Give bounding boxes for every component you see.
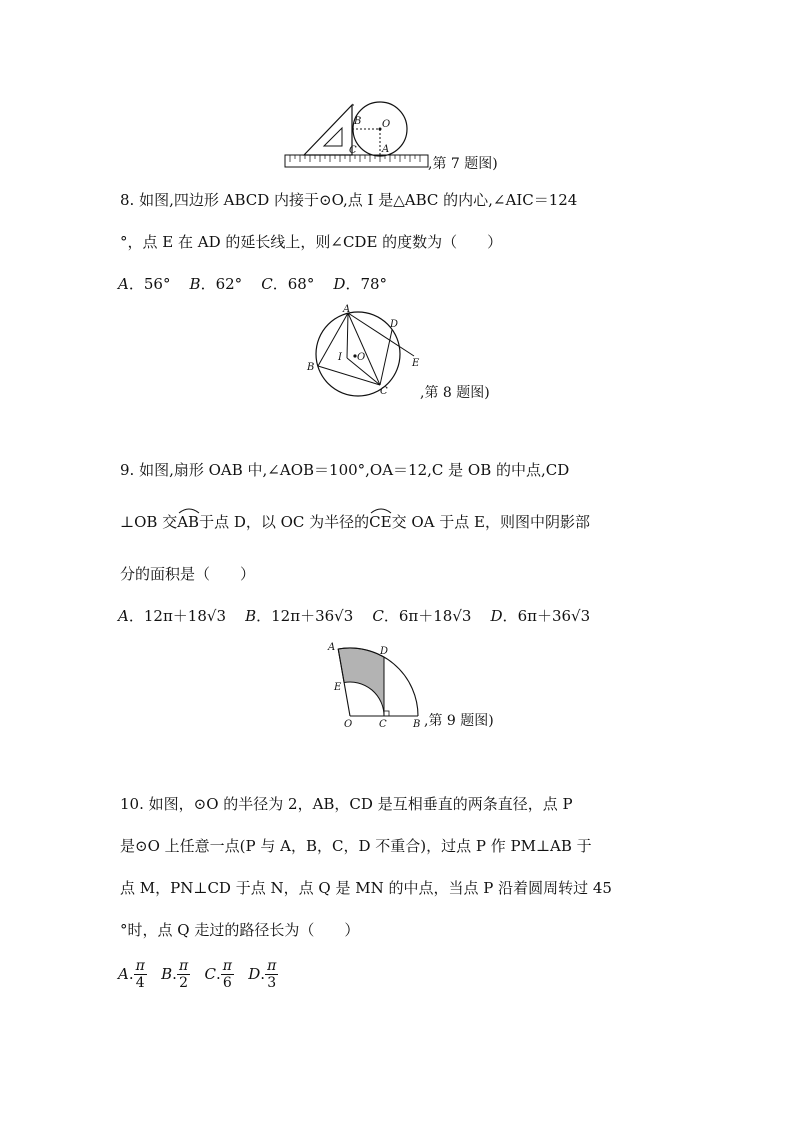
fig8-label-d: D — [390, 319, 399, 330]
q9-arc-ab: AB — [177, 512, 199, 532]
fig9-caption: ,第 9 题图) — [424, 713, 494, 729]
fig9-label-d: D — [380, 646, 389, 657]
q8-options — [118, 274, 387, 294]
q10-option-b[interactable]: B. $\frac{\pi}{2}$ — [161, 958, 189, 991]
fig9-label-b: B — [413, 719, 421, 730]
q8-option-c[interactable]: C．68° — [261, 275, 315, 293]
fig7-label-b: B — [354, 116, 362, 127]
q9-text-line2: ⊥OB 交AB 于点 D，以 OC 为半径的CE 交 OA 于点 E，则图中阴影部 — [120, 512, 590, 532]
q10-option-d[interactable]: D. $\frac{\pi}{3}$ — [248, 958, 277, 991]
q8-option-a[interactable]: A．56° — [118, 275, 171, 293]
figure-7 — [280, 96, 430, 172]
fig8-label-e: E — [412, 358, 420, 369]
fig9-label-o: O — [344, 719, 353, 730]
q9-text-line1: 9. 如图,扇形 OAB 中,∠AOB＝100°,OA＝12,C 是 OB 的中点,CD — [120, 461, 570, 479]
q9-text-line3: 分的面积是（ ） — [120, 565, 256, 583]
q8-option-d[interactable]: D．78° — [333, 275, 388, 293]
fig8-label-a: A — [343, 304, 351, 315]
q9-option-a[interactable]: A．12π＋18√3 — [118, 607, 226, 625]
q10-text-line2: 是⊙O 上任意一点(P 与 A，B，C，D 不重合)，过点 P 作 PM⊥AB 于 — [120, 837, 592, 855]
q10-option-a[interactable]: A. $\frac{\pi}{4}$ — [118, 958, 145, 991]
q10-options — [118, 958, 278, 991]
fig8-label-c: C — [380, 386, 388, 397]
fig8-label-o: O — [357, 352, 366, 363]
q8-text-line2: °，点 E 在 AD 的延长线上，则∠CDE 的度数为（ ） — [120, 233, 503, 251]
fig9-label-e: E — [334, 682, 342, 693]
fig7-label-c: C — [349, 145, 357, 156]
fig8-label-i: I — [338, 352, 342, 363]
fig9-shaded-region — [338, 648, 384, 716]
q10-text-line3: 点 M，PN⊥CD 于点 N，点 Q 是 MN 的中点，当点 P 沿着圆周转过 45 — [120, 879, 612, 897]
fig7-label-a: A — [382, 144, 390, 155]
fig8-caption: ,第 8 题图) — [420, 385, 490, 401]
fig9-label-a: A — [328, 642, 336, 653]
q10-text-line4: °时，点 Q 走过的路径长为（ ） — [120, 921, 360, 939]
q8-text-line1: 8. 如图,四边形 ABCD 内接于⊙O,点 I 是△ABC 的内心,∠AIC＝124 — [120, 191, 578, 209]
figure-9 — [300, 640, 430, 730]
fig9-label-c: C — [379, 719, 387, 730]
q9-option-d[interactable]: D．6π＋36√3 — [490, 607, 591, 625]
fig7-label-o: O — [382, 119, 391, 130]
q9-option-b[interactable]: B．12π＋36√3 — [245, 607, 354, 625]
q10-text-line1: 10. 如图，⊙O 的半径为 2，AB，CD 是互相垂直的两条直径，点 P — [120, 795, 573, 813]
q9-options — [118, 606, 590, 626]
fig7-caption: ,第 7 题图) — [428, 156, 498, 172]
q8-option-b[interactable]: B．62° — [189, 275, 243, 293]
fig8-label-b: B — [307, 362, 315, 373]
q10-option-c[interactable]: C. $\frac{\pi}{6}$ — [204, 958, 232, 991]
figure-8 — [300, 300, 430, 400]
q9-option-c[interactable]: C．6π＋18√3 — [372, 607, 472, 625]
q9-arc-ce: CE — [369, 512, 391, 532]
